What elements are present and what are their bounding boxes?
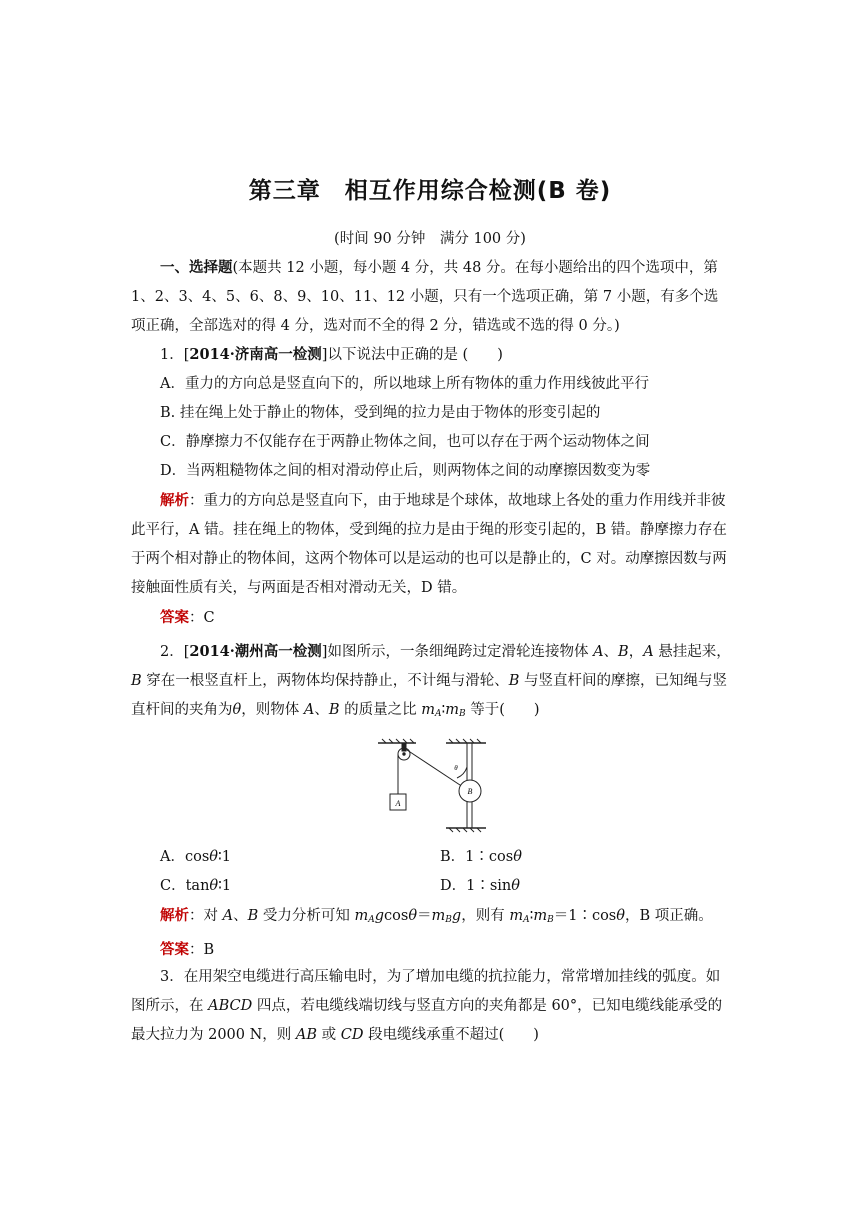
option-c: C．静摩擦力不仅能存在于两静止物体之间，也可以存在于两个运动物体之间 (160, 434, 650, 450)
answer: 答案：B (160, 941, 215, 958)
option-b: B．1∶cosθ (440, 849, 522, 865)
analysis: 解析：对 A、B 受力分析可知 $m_Agcos\theta=m_Bg$，则有 $m_A∶m_B=1∶\cos\theta$，B 项正确。 (160, 907, 713, 925)
option-b: B. 挂在绳上处于静止的物体，受到绳的拉力是由于物体的形变引起的 (160, 405, 601, 421)
question-stem: 1．[2014·济南高一检测]以下说法中正确的是 ( ) (160, 346, 503, 363)
section-heading: 一、选择题 (160, 259, 233, 276)
label-a: A (395, 799, 401, 808)
question-source: 2014·济南高一检测 (189, 346, 322, 363)
option-d: D．1∶sinθ (440, 878, 521, 894)
pulley-diagram (376, 737, 501, 833)
question-2-options (131, 843, 731, 965)
label-b: B (467, 787, 473, 796)
question-2 (131, 637, 731, 729)
page-subtitle: (时间 90 分钟 满分 100 分) (334, 231, 526, 247)
question-1 (131, 340, 731, 633)
question-3 (131, 963, 731, 1050)
option-d: D．当两粗糙物体之间的相对滑动停止后，则两物体之间的动摩擦因数变为零 (160, 463, 651, 479)
section-instructions: (本题共 12 小题，每小题 4 分，共 48 分。在每小题给出的四个选项中，第 1、2、3、4、5、6、8、9、10、11、12 小题，只有一个选项正确，第 7 小题，有多个选项正确，全部选对的得 4 分，选对而不全的得 2 分，错选或不选的得 0 分。) (131, 260, 719, 334)
question-source: 2014·潮州高一检测 (189, 643, 322, 660)
analysis-label: 解析 (160, 907, 189, 924)
answer-label: 答案 (160, 941, 189, 958)
analysis-label: 解析 (160, 492, 189, 509)
analysis: 解析：重力的方向总是竖直向下，由于地球是个球体，故地球上各处的重力作用线并非彼此平行，A 错。挂在绳上的物体，受到绳的拉力是由于绳的形变引起的，B 错。静摩擦力存在于两个相对静止的物体间，这两个物体可以是运动的也可以是静止的，C 对。动摩擦因数与两接触面性质有关，与两面是否相对滑动无关，D 错。 (131, 492, 727, 596)
answer-label: 答案 (160, 609, 189, 626)
option-a: A．重力的方向总是竖直向下的，所以地球上所有物体的重力作用线彼此平行 (160, 376, 649, 392)
answer: 答案：C (160, 609, 215, 626)
section-intro (131, 253, 731, 341)
page-title: 第三章 相互作用综合检测(B 卷) (248, 178, 612, 204)
label-theta: θ (454, 764, 458, 772)
question-stem: 3．在用架空电缆进行高压输电时，为了增加电缆的抗拉能力，常常增加挂线的弧度。如图所示，在 ABCD 四点，若电缆线端切线与竖直方向的夹角都是 60°，已知电缆线能承受的最大拉力为 2000 N，则 AB 或 CD 段电缆线承重不超过( ) (131, 969, 723, 1043)
option-c: C．tanθ∶1 (160, 878, 232, 894)
question-stem: 2．[2014·潮州高一检测]如图所示，一条细绳跨过定滑轮连接物体 A、B，A 悬挂起来，B 穿在一根竖直杆上，两物体均保持静止，不计绳与滑轮、B 与竖直杆间的摩擦，已知绳与竖直杆间的夹角为θ，则物体 A、B 的质量之比 $m_A∶m_B$ 等于( ) (131, 643, 731, 719)
option-a: A．cosθ∶1 (160, 849, 231, 865)
